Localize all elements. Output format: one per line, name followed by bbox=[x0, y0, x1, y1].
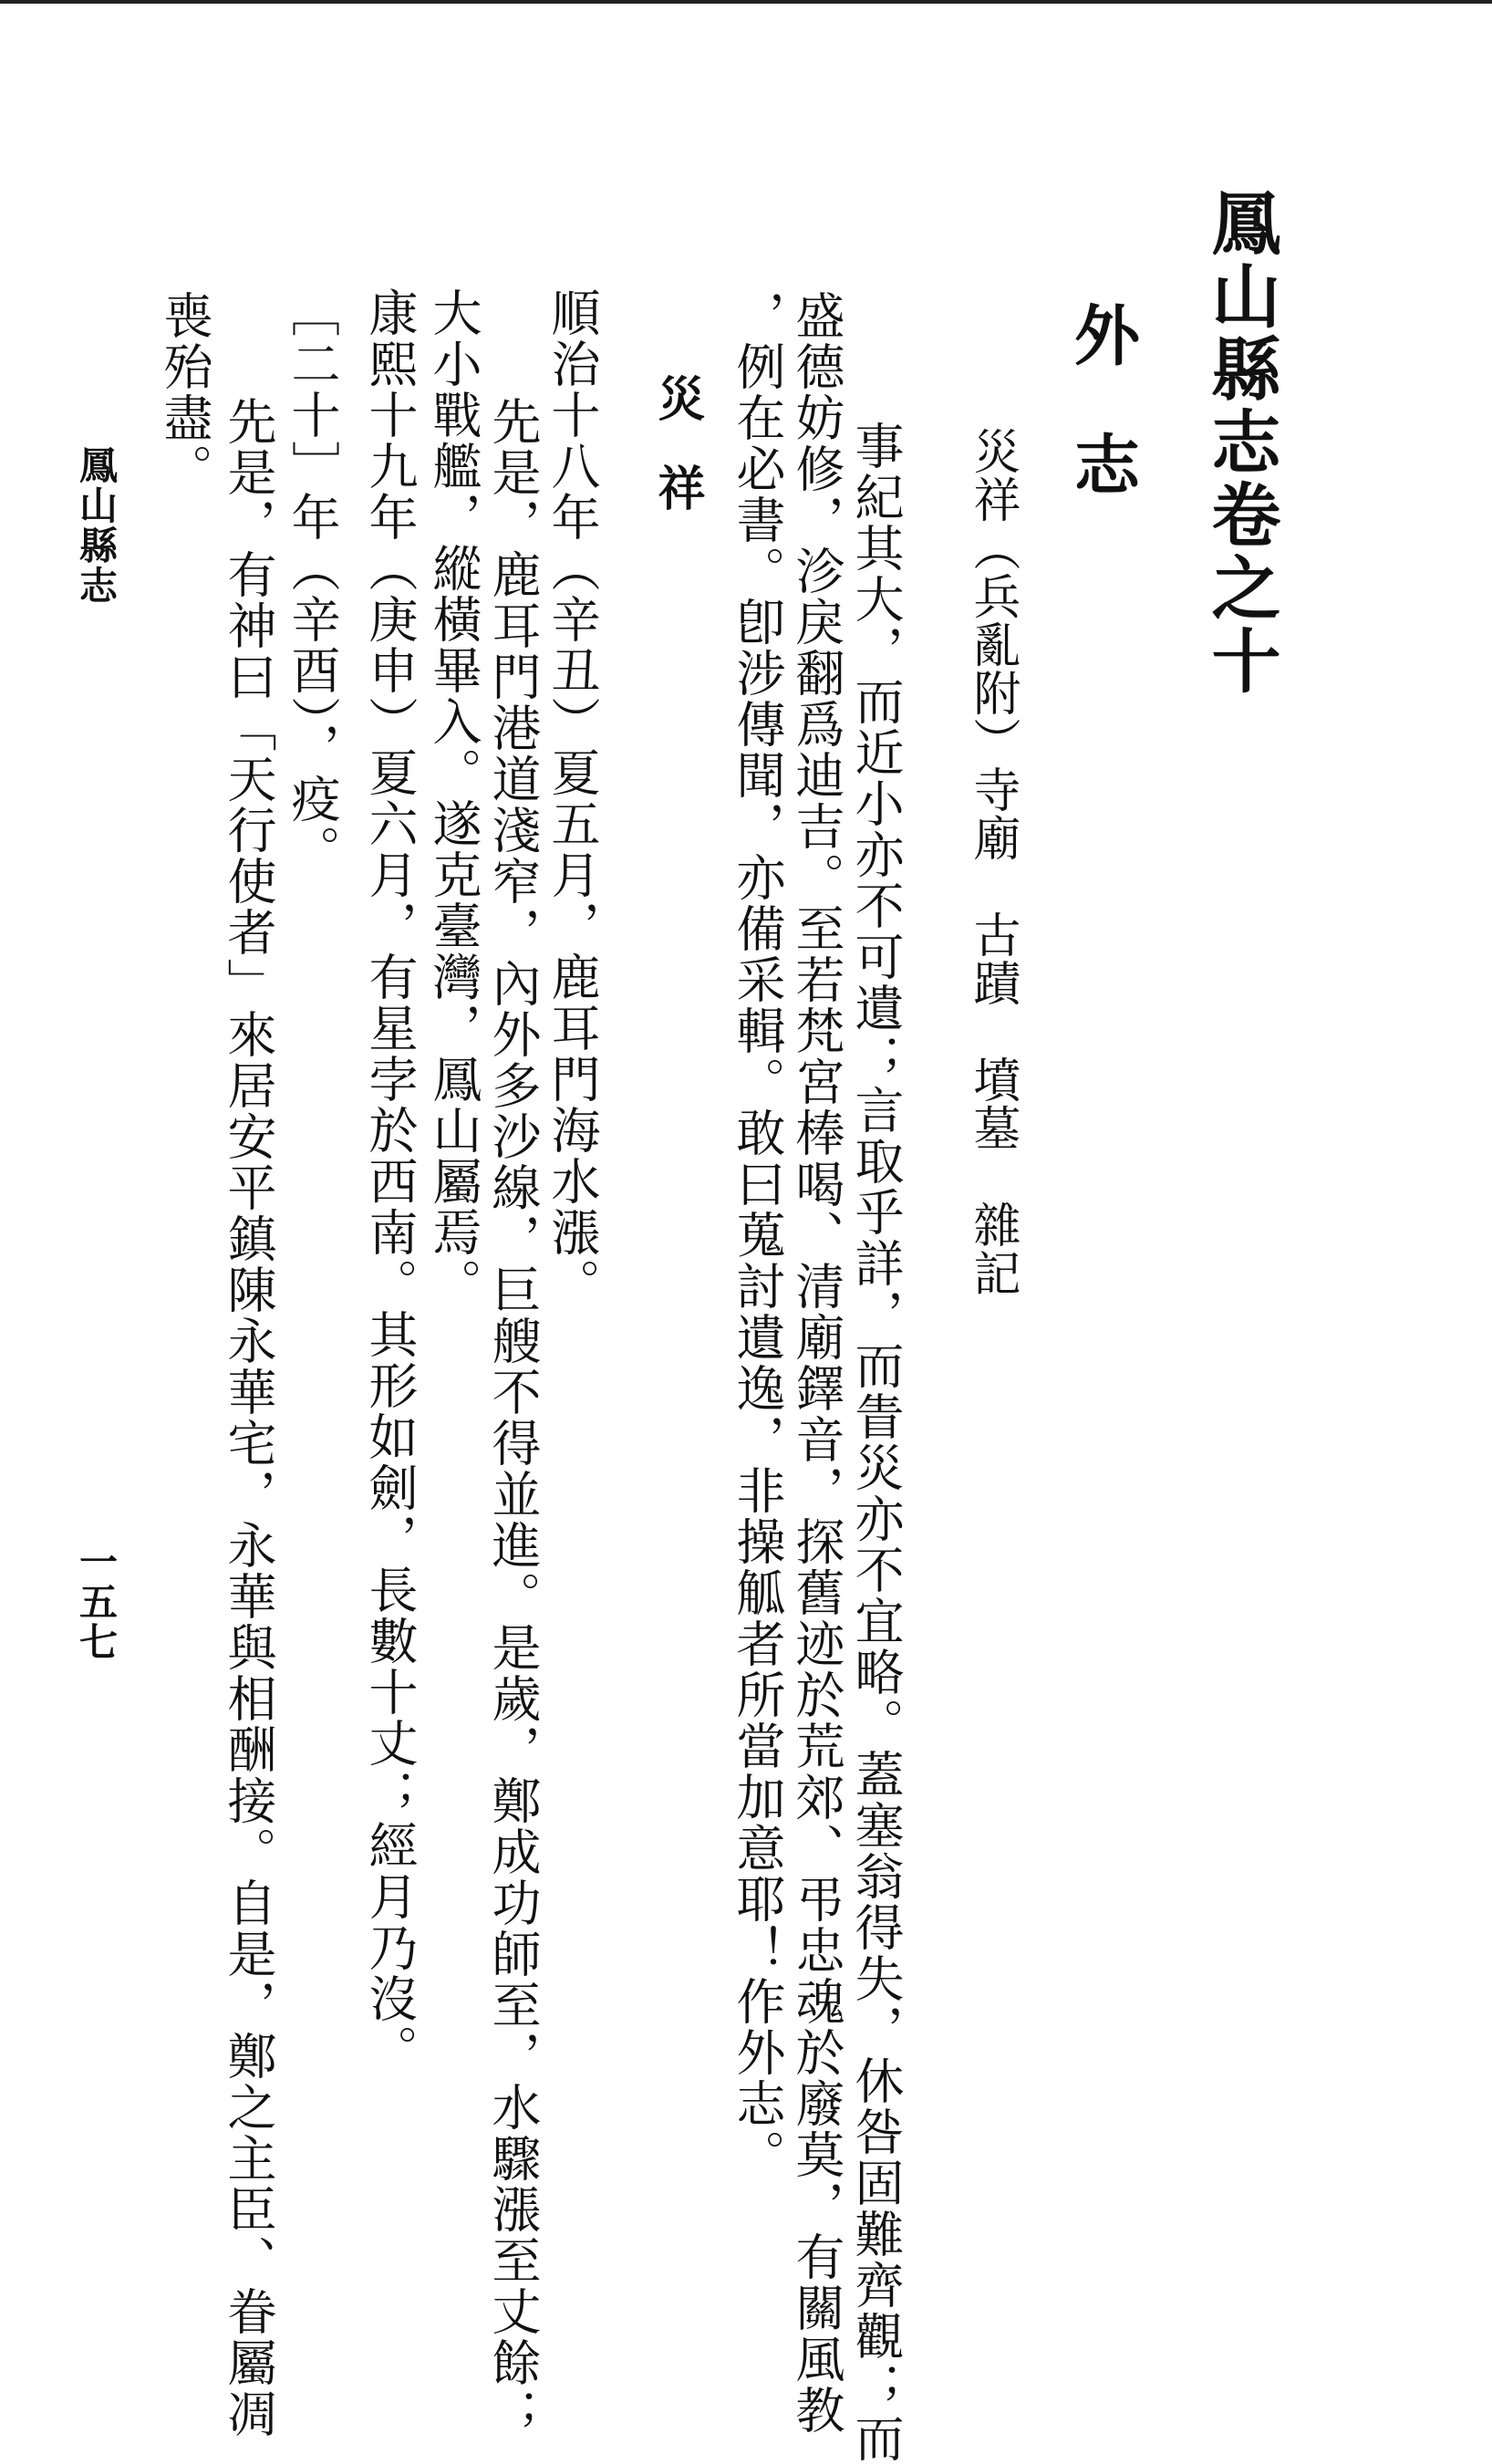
entry-line-1: 順治十八年（辛丑）夏五月，鹿耳門海水漲。 bbox=[544, 287, 601, 1309]
footer-page-number: 一五七 bbox=[74, 1542, 119, 1662]
heading-disasters: 災祥 bbox=[649, 374, 705, 553]
entry-line-2: 先是，鹿耳門港道淺窄，內外多沙線，巨艘不得並進。是歲，鄭成功師至，水驟漲至丈餘； bbox=[484, 345, 542, 2439]
preface-line-3: ，例在必書。卽涉傳聞，亦備采輯。敢曰蒐討遺逸，非操觚者所當加意耶！作外志。 bbox=[729, 290, 786, 2180]
entry-line-7: 喪殆盡。 bbox=[156, 290, 213, 494]
preface-line-2: 盛德妨修，沴戾翻爲迪吉。至若梵宮棒喝、清廟鐸音，探舊迹於荒郊、弔忠魂於廢莫，有關風教 bbox=[788, 290, 845, 2436]
section-subtitle: 災祥（兵亂附）寺廟 古蹟 墳墓 雜記 bbox=[965, 427, 1020, 1297]
entry-line-3: 大小戰艦，縱橫畢入。遂克臺灣，鳳山屬焉。 bbox=[425, 287, 482, 1309]
entry-line-5: ［二十］年（辛酉），疫。 bbox=[284, 287, 341, 876]
footer-book-name: 鳳山縣志 bbox=[74, 445, 119, 606]
entry-line-4: 康熙十九年（庚申）夏六月，有星孛於西南。其形如劍，長數十丈；經月乃沒。 bbox=[361, 287, 419, 2075]
preface-line-1: 事紀其大，而近小亦不可遺；言取乎詳，而眚災亦不宜略。蓋塞翁得失，休咎固難齊觀；而 bbox=[847, 369, 905, 2464]
book-title: 鳳山縣志卷之十 bbox=[1200, 187, 1281, 698]
top-border-rule bbox=[0, 0, 1492, 4]
section-title: 外志 bbox=[1063, 301, 1141, 560]
entry-line-6: 先是，有神曰「天行使者」來居安平鎮陳永華宅，永華與相酬接。自是，鄭之主臣、眷屬凋 bbox=[220, 345, 277, 2439]
